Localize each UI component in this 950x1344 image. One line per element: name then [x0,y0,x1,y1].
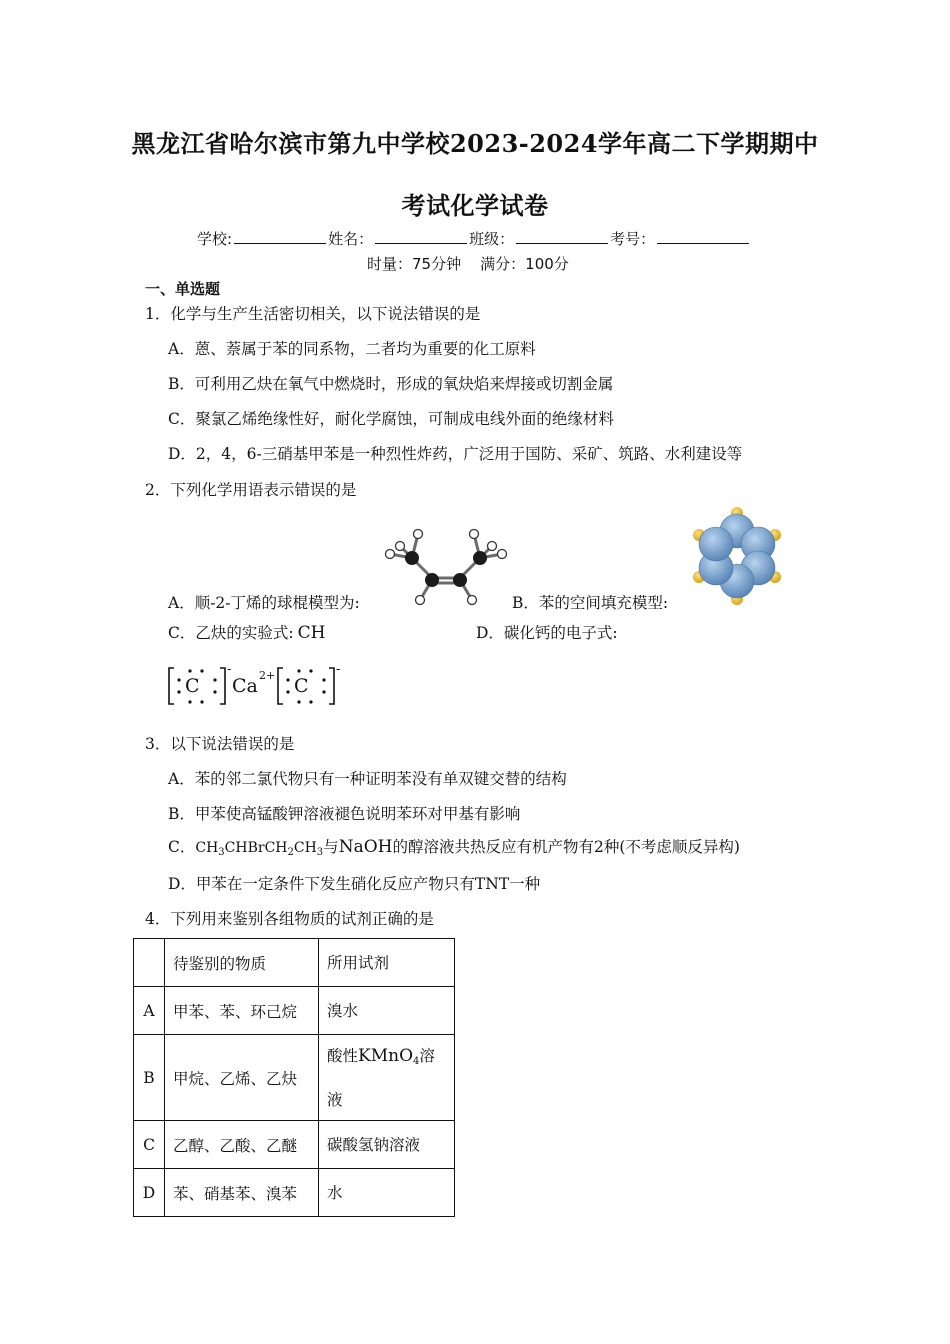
student-info-line [197,228,751,249]
row-substances: 甲苯、苯、环己烷 [165,987,319,1035]
calcium-charge: 2+ [259,669,276,682]
title-line-2: 考试化学试卷 [401,191,549,220]
q3-c-prefix: C． [168,838,196,856]
row-reagent [319,1035,455,1121]
row-substances: 甲烷、乙烯、乙炔 [165,1035,319,1121]
title-line-1: 黑龙江省哈尔滨市第九中学校2023-2024学年高二下学期期中 [131,129,819,158]
reagent-prefix: 酸性 [327,1046,359,1065]
q3-c-rest: 的醇溶液共热反应有机产物有2种(不考虑顺反异构) [392,838,740,856]
row-reagent: 碳酸氢钠溶液 [319,1121,455,1169]
q1-option-d: D．2，4，6-三硝基甲苯是一种烈性炸药，广泛用于国防、采矿、筑路、水利建设等 [168,445,743,463]
formula-sub-1: 3 [218,847,225,858]
reagent-suffix: 溶液 [327,1046,435,1109]
row-option: B [134,1035,165,1121]
formula-sub-3: 3 [316,847,324,858]
row-option: A [134,987,165,1035]
row-substances: 苯、硝基苯、溴苯 [165,1169,319,1217]
q2-option-d: D．碳化钙的电子式: [476,624,618,642]
carbon-symbol-left: C [185,675,200,697]
formula-part-2: CHBrCH [224,840,288,856]
table-header-row [134,939,455,987]
q2-option-a: A．顺-2-丁烯的球棍模型为: [168,594,360,612]
class-label: 班级： [469,230,515,248]
q2-option-c [168,621,325,643]
row-reagent: 溴水 [319,987,455,1035]
row-reagent: 水 [319,1169,455,1217]
header-cell-substances: 待鉴别的物质 [165,939,319,987]
name-blank[interactable] [375,229,467,244]
bromobutane-formula [195,840,323,856]
formula-part-1: CH [195,840,219,856]
q1-option-b: B．可利用乙炔在氧气中燃烧时，形成的氧炔焰来焊接或切割金属 [168,375,614,393]
formula-sub-2: 2 [287,847,294,858]
q3-stem: 3．以下说法错误的是 [145,735,295,753]
benzene-space-filling-model [690,507,785,607]
table-row [134,1169,455,1217]
q3-option-c [168,835,740,858]
q1-option-a: A．蒽、萘属于苯的同系物，二者均为重要的化工原料 [168,340,536,358]
school-blank[interactable] [234,229,326,244]
charge-minus-right: - [336,662,341,677]
reagent-table [133,938,455,1217]
number-blank[interactable] [657,229,749,244]
q3-c-mid: 与 [323,838,339,856]
q4-stem: 4．下列用来鉴别各组物质的试剂正确的是 [145,910,434,928]
q1-stem: 1．化学与生产生活密切相关，以下说法错误的是 [145,305,481,323]
q3-option-d: D．甲苯在一定条件下发生硝化反应产物只有TNT一种 [168,875,541,893]
row-option: C [134,1121,165,1169]
kmno4-subscript: 4 [413,1055,420,1067]
header-cell-reagent: 所用试剂 [319,939,455,987]
charge-minus-left: - [227,662,232,677]
section-title: 一、单选题 [145,280,221,298]
name-label: 姓名： [328,230,374,248]
row-substances: 乙醇、乙酸、乙醚 [165,1121,319,1169]
naoh-formula: NaOH [338,837,393,857]
calcium-symbol: Ca [232,675,258,697]
kmno4-formula: KMnO [358,1045,414,1066]
q1-option-c: C．聚氯乙烯绝缘性好，耐化学腐蚀，可制成电线外面的绝缘材料 [168,410,614,428]
carbon-symbol-right: C [294,675,309,697]
q3-option-b: B．甲苯使高锰酸钾溶液褪色说明苯环对甲基有影响 [168,805,521,823]
table-row [134,1035,455,1121]
cis-2-butene-ball-stick-model [378,528,513,608]
formula-part-3: CH [293,840,317,856]
number-label: 考号： [610,230,656,248]
class-blank[interactable] [516,229,608,244]
q2-option-c-label: C．乙炔的实验式: [168,624,294,642]
table-row [134,1121,455,1169]
header-cell-opt [134,939,165,987]
time-score-info: 时量：75分钟 满分：100分 [367,255,569,273]
q2-option-b: B．苯的空间填充模型: [512,594,669,612]
acetylene-empirical-formula: CH [297,623,326,643]
school-label: 学校: [197,230,233,248]
q2-stem: 2．下列化学用语表示错误的是 [145,481,357,499]
q3-option-a: A．苯的邻二氯代物只有一种证明苯没有单双键交替的结构 [168,770,567,788]
row-option: D [134,1169,165,1217]
table-row [134,987,455,1035]
